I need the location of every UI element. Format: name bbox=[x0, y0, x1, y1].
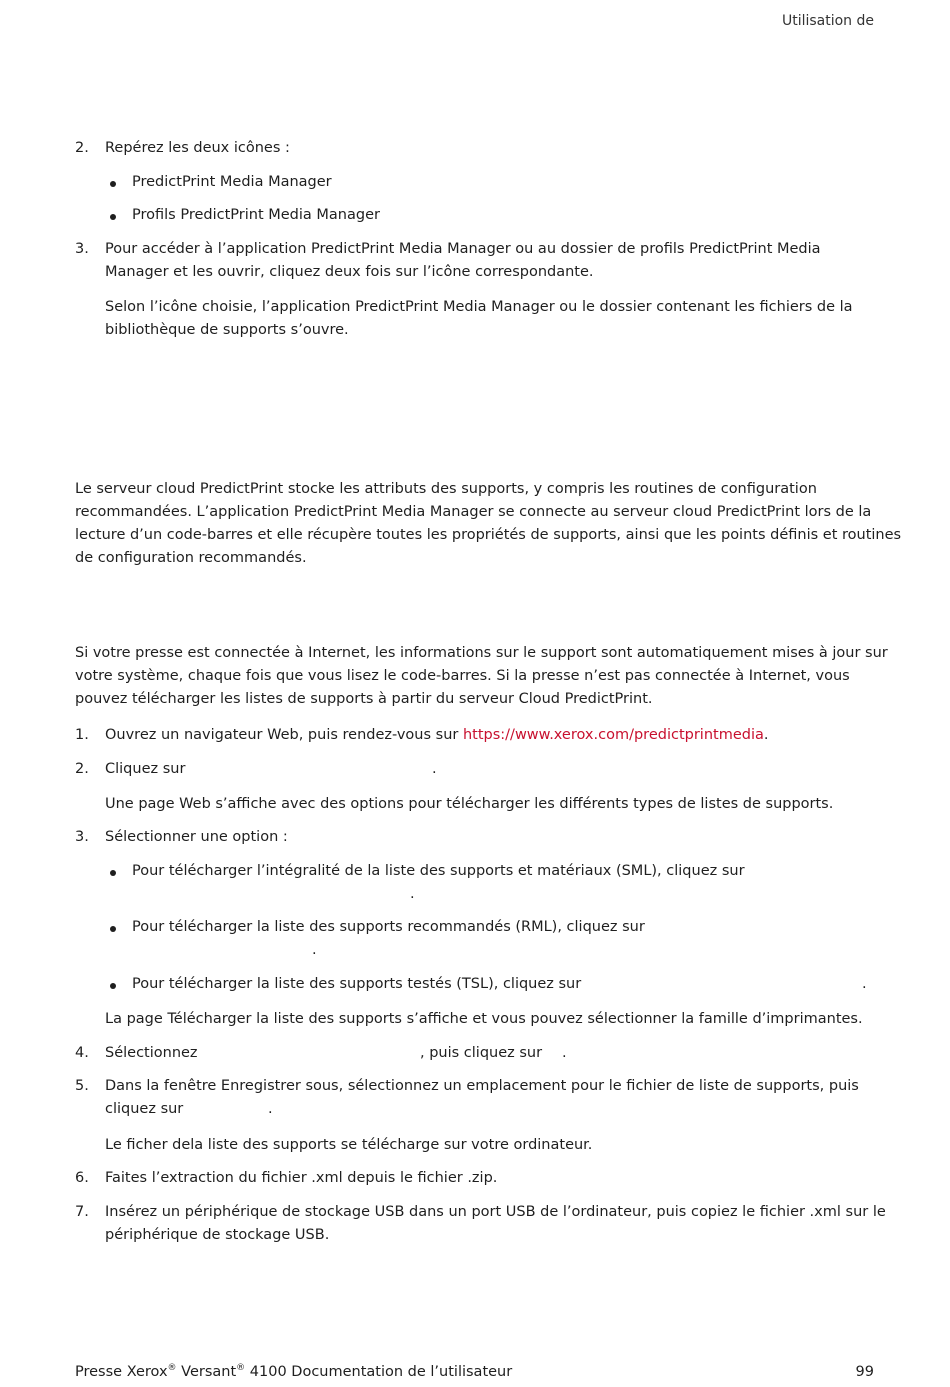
step-note: La page Télécharger la liste des supports s’affiche et vous pouvez sélectionner la famille d’imprimantes. bbox=[105, 1011, 863, 1027]
step-text-part: Ouvrez un navigateur Web, puis rendez-vous sur bbox=[105, 727, 463, 743]
step-text: Insérez un périphérique de stockage USB dans un port USB de l’ordinateur, puis copiez le fichier .xml sur le bbox=[105, 1204, 886, 1220]
predictprint-media-link[interactable]: https://www.xerox.com/predictprintmedia bbox=[462, 727, 764, 743]
punctuation: . bbox=[432, 761, 437, 777]
punctuation: . bbox=[410, 886, 415, 902]
step-number: 3. bbox=[75, 829, 89, 845]
bullet-text: Pour télécharger la liste des supports testés (TSL), cliquez sur bbox=[132, 976, 582, 992]
punctuation: . bbox=[763, 727, 769, 743]
footer-brand: 4100 Documentation de l’utilisateur bbox=[245, 1364, 513, 1380]
bullet-text: Profils PredictPrint Media Manager bbox=[132, 207, 380, 223]
punctuation: . bbox=[862, 976, 867, 992]
step-note: bibliothèque de supports s’ouvre. bbox=[105, 322, 349, 338]
punctuation: . bbox=[268, 1101, 273, 1117]
bullet-icon bbox=[110, 870, 116, 876]
footer-brand: Presse Xerox bbox=[75, 1364, 168, 1380]
punctuation: . bbox=[312, 942, 317, 958]
step-text: Sélectionnez bbox=[105, 1045, 198, 1061]
page-number: 99 bbox=[855, 1364, 874, 1380]
step-text: Sélectionner une option : bbox=[105, 829, 288, 845]
step-text: Cliquez sur bbox=[105, 761, 186, 777]
footer-title bbox=[75, 1364, 512, 1380]
step-note: Le ficher dela liste des supports se télécharge sur votre ordinateur. bbox=[105, 1137, 593, 1153]
bullet-text: Pour télécharger l’intégralité de la liste des supports et matériaux (SML), cliquez sur bbox=[132, 863, 745, 879]
paragraph-line: recommandées. L’application PredictPrint Media Manager se connecte au serveur cloud PredictPrint lors de la bbox=[75, 504, 872, 520]
step-number: 5. bbox=[75, 1078, 89, 1094]
bullet-text: PredictPrint Media Manager bbox=[132, 174, 332, 190]
paragraph-line: Si votre presse est connectée à Internet, les informations sur le support sont automatiquement mises à jour sur bbox=[75, 645, 888, 661]
step-text bbox=[105, 727, 768, 743]
step-note: Selon l’icône choisie, l’application PredictPrint Media Manager ou le dossier contenant les fichiers de la bbox=[105, 299, 853, 315]
punctuation: . bbox=[562, 1045, 567, 1061]
paragraph-line: de configuration recommandés. bbox=[75, 550, 307, 566]
step-text-part: , puis cliquez sur bbox=[420, 1045, 543, 1061]
bullet-text: Pour télécharger la liste des supports recommandés (RML), cliquez sur bbox=[132, 919, 645, 935]
step-number: 6. bbox=[75, 1170, 89, 1186]
bullet-icon bbox=[110, 181, 116, 187]
bullet-icon bbox=[110, 926, 116, 932]
step-number: 7. bbox=[75, 1204, 89, 1220]
step-text: cliquez sur bbox=[105, 1101, 184, 1117]
paragraph-line: votre système, chaque fois que vous lisez le code-barres. Si la presse n’est pas connectée à Internet, vous bbox=[75, 668, 850, 684]
footer-brand: Versant bbox=[176, 1364, 237, 1380]
step-text: Repérez les deux icônes : bbox=[105, 140, 290, 156]
step-number: 3. bbox=[75, 241, 89, 257]
registered-mark: ® bbox=[167, 1363, 177, 1374]
bullet-icon bbox=[110, 214, 116, 220]
step-number: 2. bbox=[75, 140, 89, 156]
step-text: périphérique de stockage USB. bbox=[105, 1227, 330, 1243]
bullet-icon bbox=[110, 983, 116, 989]
paragraph-line: lecture d’un code-barres et elle récupère toutes les propriétés de supports, ainsi que les points définis et routines bbox=[75, 527, 902, 543]
paragraph-line: Le serveur cloud PredictPrint stocke les attributs des supports, y compris les routines de configuration bbox=[75, 481, 817, 497]
step-text: Pour accéder à l’application PredictPrint Media Manager ou au dossier de profils PredictPrint Media bbox=[105, 241, 821, 257]
step-number: 2. bbox=[75, 761, 89, 777]
step-text: Faites l’extraction du fichier .xml depuis le fichier .zip. bbox=[105, 1170, 498, 1186]
paragraph-line: pouvez télécharger les listes de supports à partir du serveur Cloud PredictPrint. bbox=[75, 691, 653, 707]
step-text: Dans la fenêtre Enregistrer sous, sélectionnez un emplacement pour le fichier de liste de supports, puis bbox=[105, 1078, 859, 1094]
step-note: Une page Web s’affiche avec des options pour télécharger les différents types de listes de supports. bbox=[105, 796, 834, 812]
step-number: 1. bbox=[75, 727, 89, 743]
running-header: Utilisation de bbox=[781, 13, 874, 29]
step-number: 4. bbox=[75, 1045, 89, 1061]
registered-mark: ® bbox=[236, 1363, 246, 1374]
step-text: Manager et les ouvrir, cliquez deux fois sur l’icône correspondante. bbox=[105, 264, 594, 280]
